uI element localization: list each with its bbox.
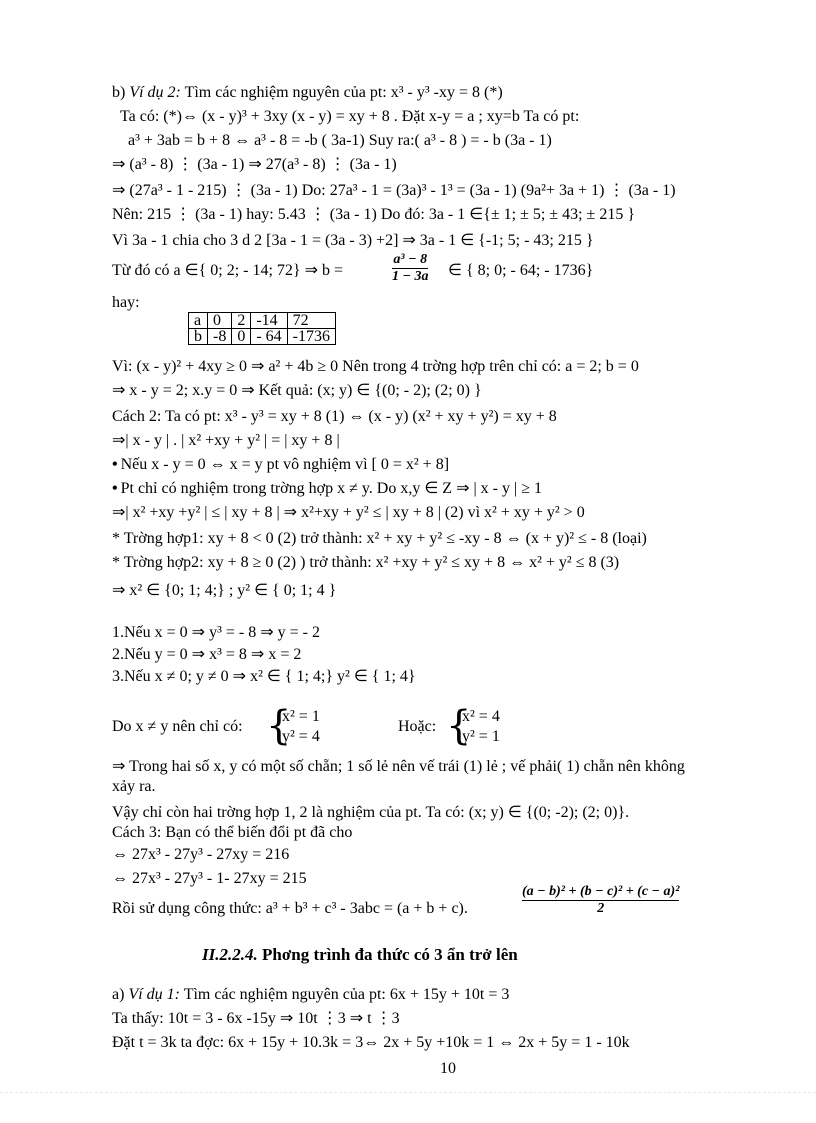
example-1-title: a) Ví dụ 1: Tìm các nghiệm nguyên của pt: 6x + 15y + 10t = 3 bbox=[112, 986, 510, 1003]
case-1: 1.Nếu x = 0 ⇒ y³ = - 8 ⇒ y = - 2 bbox=[112, 624, 320, 641]
fraction-denominator: 2 bbox=[597, 901, 605, 916]
text-line: * Trờng hợp2: xy + 8 ≥ 0 (2) ) trở thành: x² +xy + y² ≤ xy + 8 ⇔ x² + y² ≤ 8 (3) bbox=[112, 554, 620, 571]
fraction-numerator: a³ − 8 bbox=[393, 252, 428, 267]
bullet-item: • Nếu x - y = 0 ⇔ x = y pt vô nghiệm vì [ 0 = x² + 8] bbox=[112, 456, 449, 474]
text-line: ⇔ 27x³ - 27y³ - 27xy = 216 bbox=[112, 846, 290, 863]
text-line: ⇒ Trong hai số x, y có một số chẵn; 1 số lẻ nên vế trái (1) lẻ ; vế phải( 1) chẵn nên không bbox=[112, 758, 685, 775]
footer-divider bbox=[0, 1092, 816, 1093]
text-line: Đặt t = 3k ta đợc: 6x + 15y + 10.3k = 3⇔ 2x + 5y +10k = 1 ⇔ 2x + 5y = 1 - 10k bbox=[112, 1034, 630, 1051]
page-number: 10 bbox=[440, 1060, 456, 1077]
fraction-formula bbox=[522, 884, 679, 917]
text-line: Vậy chỉ còn hai trờng hợp 1, 2 là nghiệm của pt. Ta có: (x; y) ∈ {(0; -2); (2; 0)}. bbox=[112, 804, 630, 821]
bullet-item: • Pt chỉ có nghiệm trong trờng hợp x ≠ y. Do x,y ∈ Z ⇒ | x - y | ≥ 1 bbox=[112, 480, 542, 498]
text-line: Hoặc: bbox=[398, 718, 437, 735]
section-heading: II.2.2.4. Phơng trình đa thức có 3 ẩn trở lên bbox=[202, 945, 518, 964]
text-line: Cách 2: Ta có pt: x³ - y³ = xy + 8 (1) ⇔ (x - y) (x² + xy + y²) = xy + 8 bbox=[112, 408, 557, 425]
text-line: ∈ { 8; 0; - 64; - 1736} bbox=[448, 262, 594, 279]
case-2: 2.Nếu y = 0 ⇒ x³ = 8 ⇒ x = 2 bbox=[112, 646, 302, 663]
text-line: ⇒ x - y = 2; x.y = 0 ⇒ Kết quả: (x; y) ∈ {(0; - 2); (2; 0) } bbox=[112, 382, 482, 399]
system-eq: x² = 1 bbox=[282, 708, 320, 725]
text-line: Ta có: (*)⇔ (x - y)³ + 3xy (x - y) = xy + 8 . Đặt x-y = a ; xy=b Ta có pt: bbox=[120, 108, 580, 125]
text-line: Vì: (x - y)² + 4xy ≥ 0 ⇒ a² + 4b ≥ 0 Nên trong 4 trờng hợp trên chỉ có: a = 2; b = 0 bbox=[112, 358, 639, 375]
value-table bbox=[188, 312, 336, 345]
table-cell: 72 bbox=[287, 313, 335, 329]
table-cell: 0 bbox=[232, 329, 251, 345]
text-line: Do x ≠ y nên chỉ có: bbox=[112, 718, 243, 735]
fraction-numerator: (a − b)² + (b − c)² + (c − a)² bbox=[522, 884, 680, 899]
text-line: Từ đó có a ∈{ 0; 2; - 14; 72} ⇒ b = bbox=[112, 262, 344, 279]
table-row bbox=[189, 313, 336, 329]
system-eq: y² = 4 bbox=[282, 728, 320, 745]
table-cell: a bbox=[189, 313, 208, 329]
table-cell: -14 bbox=[251, 313, 287, 329]
table-cell: - 64 bbox=[251, 329, 287, 345]
left-brace-icon: { bbox=[266, 703, 292, 749]
table-cell: 0 bbox=[208, 313, 232, 329]
text-line: Cách 3: Bạn có thể biến đổi pt đã cho bbox=[112, 824, 353, 841]
text-line: Nên: 215 ⋮ (3a - 1) hay: 5.43 ⋮ (3a - 1) Do đó: 3a - 1 ∈{± 1; ± 5; ± 43; ± 215 } bbox=[112, 206, 636, 223]
text-line: ⇒ (a³ - 8) ⋮ (3a - 1) ⇒ 27(a³ - 8) ⋮ (3a - 1) bbox=[112, 156, 397, 173]
text-line: ⇒ x² ∈ {0; 1; 4;} ; y² ∈ { 0; 1; 4 } bbox=[112, 582, 337, 599]
left-brace-icon: { bbox=[446, 703, 472, 749]
table-cell: -1736 bbox=[287, 329, 335, 345]
text-line: * Trờng hợp1: xy + 8 < 0 (2) trở thành: x² + xy + y² ≤ -xy - 8 ⇔ (x + y)² ≤ - 8 (loại) bbox=[112, 530, 647, 547]
text-line: xảy ra. bbox=[112, 778, 156, 795]
text-line: ⇔ 27x³ - 27y³ - 1- 27xy = 215 bbox=[112, 870, 307, 887]
fraction-denominator: 1 − 3a bbox=[392, 269, 429, 284]
fraction-b bbox=[392, 252, 428, 285]
text-line: hay: bbox=[112, 294, 140, 311]
text-line: Ta thấy: 10t = 3 - 6x -15y ⇒ 10t ⋮3 ⇒ t ⋮3 bbox=[112, 1010, 400, 1027]
case-3: 3.Nếu x ≠ 0; y ≠ 0 ⇒ x² ∈ { 1; 4;} y² ∈ { 1; 4} bbox=[112, 668, 416, 685]
example-2-title: b) Ví dụ 2: Tìm các nghiệm nguyên của pt: x³ - y³ -xy = 8 (*) bbox=[112, 84, 503, 101]
text-line: ⇒ (27a³ - 1 - 215) ⋮ (3a - 1) Do: 27a³ - 1 = (3a)³ - 1³ = (3a - 1) (9a²+ 3a + 1) ⋮ (3a - 1) bbox=[112, 182, 676, 199]
system-eq: x² = 4 bbox=[462, 708, 500, 725]
text-line: Vì 3a - 1 chia cho 3 d 2 [3a - 1 = (3a - 3) +2] ⇒ 3a - 1 ∈ {-1; 5; - 43; 215 } bbox=[112, 232, 594, 249]
text-line: a³ + 3ab = b + 8 ⇔ a³ - 8 = -b ( 3a-1) Suy ra:( a³ - 8 ) = - b (3a - 1) bbox=[128, 132, 552, 149]
table-row bbox=[189, 329, 336, 345]
text-line: Rồi sử dụng công thức: a³ + b³ + c³ - 3abc = (a + b + c). bbox=[112, 900, 468, 917]
table-cell: -8 bbox=[208, 329, 232, 345]
table-cell: b bbox=[189, 329, 208, 345]
text-line: ⇒| x - y | . | x² +xy + y² | = | xy + 8 | bbox=[112, 432, 340, 449]
table-cell: 2 bbox=[232, 313, 251, 329]
text-line: ⇒| x² +xy +y² | ≤ | xy + 8 | ⇒ x²+xy + y² ≤ | xy + 8 | (2) vì x² + xy + y² > 0 bbox=[112, 504, 585, 521]
system-eq: y² = 1 bbox=[462, 728, 500, 745]
